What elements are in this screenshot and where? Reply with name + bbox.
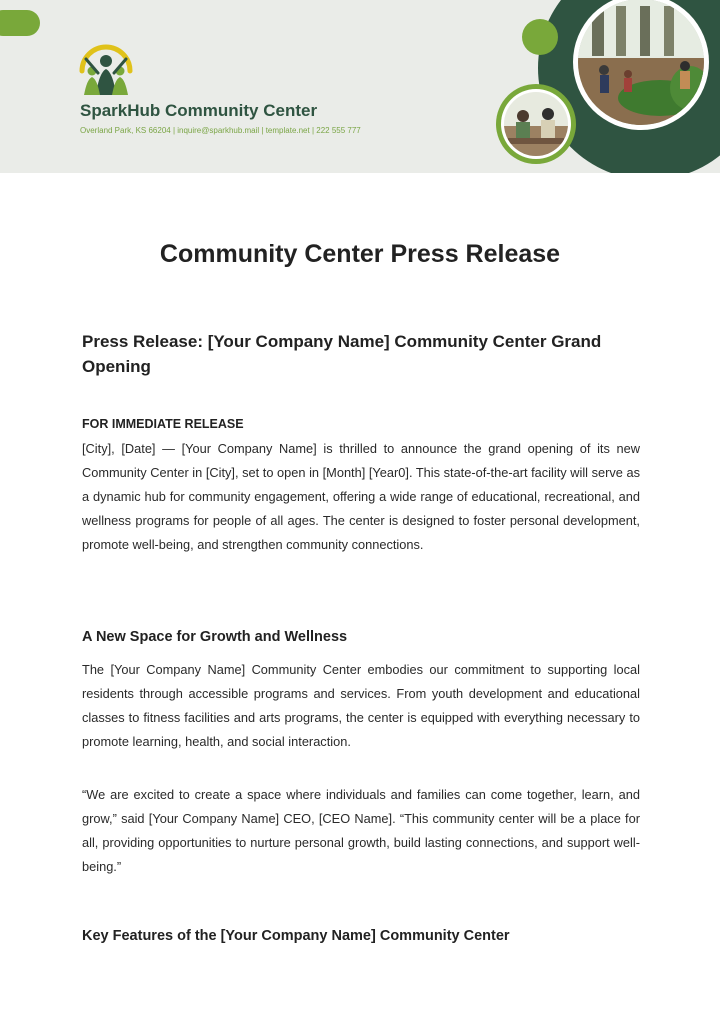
header-photo-collage: [0, 0, 720, 173]
release-label: FOR IMMEDIATE RELEASE: [82, 417, 244, 431]
letterhead: [0, 0, 720, 173]
page-title: Community Center Press Release: [159, 240, 561, 268]
brand-name: SparkHub Community Center: [80, 101, 318, 120]
section-heading-growth: A New Space for Growth and Wellness: [82, 629, 348, 645]
contact-line: Overland Park, KS 66204 | inquire@sparkhub.mail | template.net | 222 555 777: [80, 126, 361, 135]
section-paragraph-growth: The [Your Company Name] Community Center embodies our commitment to supporting local residents through accessible programs and services. From youth development and educational classes to fitness facilities and arts programs, the center is equipped with everything necessary to promote learning, health, and social interaction.: [82, 662, 640, 749]
section-heading-features: Key Features of the [Your Company Name] Community Center: [82, 928, 510, 944]
intro-paragraph: [City], [Date] — [Your Company Name] is thrilled to announce the grand opening of its new Community Center in [City], set to open in [Month] [Year0]. This state-of-the-art facility will serve as a dynamic hub for community engagement, offering a wide range of educational, recreational, and wellness programs for people of all ages. The center is designed to foster personal development, promote well-being, and strengthen community connections.: [82, 441, 640, 552]
press-release-subtitle: Press Release: [Your Company Name] Community Center Grand Opening: [82, 332, 602, 376]
ceo-quote-paragraph: “We are excited to create a space where individuals and families can come together, learn, and grow,” said [Your Company Name] CEO, [CEO Name]. “This community center will be a place for all, providing opportunities to nurture personal growth, build lasting connections, and support well-being.”: [82, 787, 640, 874]
